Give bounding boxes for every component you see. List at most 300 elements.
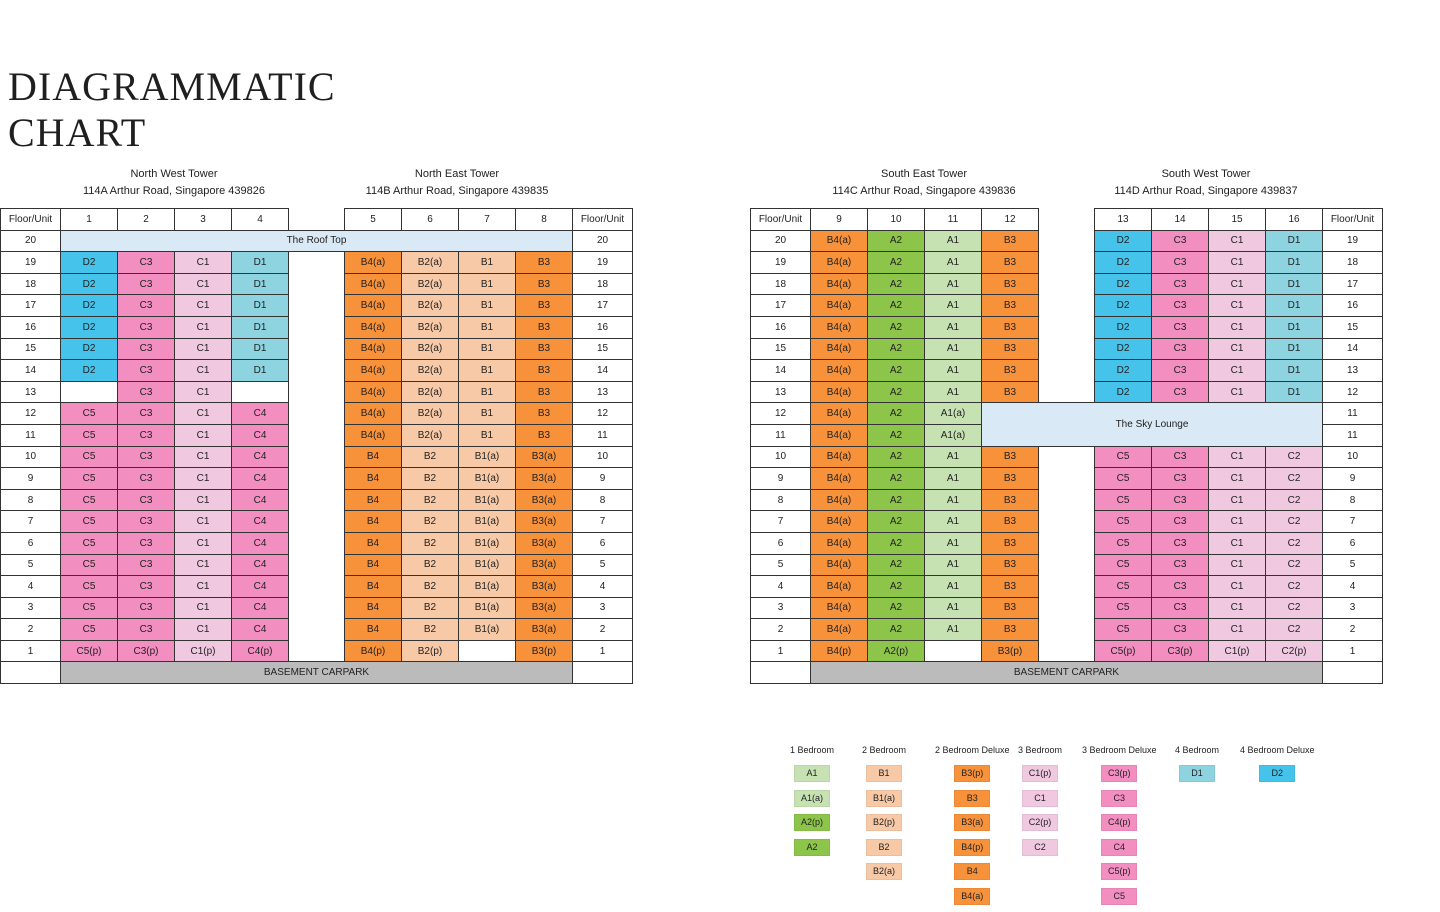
unit-number: 4 — [232, 209, 289, 231]
unit-cell: B4(a) — [811, 554, 868, 576]
tower-gap — [1039, 316, 1095, 338]
unit-cell: D1 — [232, 273, 289, 295]
tower-gap — [289, 468, 345, 490]
unit-cell: C1 — [175, 403, 232, 425]
legend-swatch: B3(p) — [954, 765, 990, 782]
unit-cell: A2(p) — [868, 640, 925, 662]
floor-number: 19 — [751, 252, 811, 274]
floor-row — [751, 532, 1383, 554]
tower-gap — [1039, 381, 1095, 403]
unit-cell: C3 — [1152, 446, 1209, 468]
unit-cell: C3 — [1152, 576, 1209, 598]
unit-cell: B1 — [459, 273, 516, 295]
unit-cell: C3(p) — [1152, 640, 1209, 662]
tower-gap — [1039, 295, 1095, 317]
unit-cell: B4 — [345, 576, 402, 598]
floor-row — [1, 576, 633, 598]
legend-swatch: A1 — [794, 765, 830, 782]
tower-gap — [289, 511, 345, 533]
unit-cell: B2(a) — [402, 273, 459, 295]
unit-cell: A2 — [868, 446, 925, 468]
floor-number: 12 — [751, 403, 811, 425]
unit-cell: C2 — [1266, 576, 1323, 598]
legend-group — [1082, 745, 1157, 912]
floor-number: 20 — [1, 230, 61, 252]
unit-number: 5 — [345, 209, 402, 231]
unit-cell: B4(a) — [811, 273, 868, 295]
unit-cell: D2 — [1095, 381, 1152, 403]
unit-cell: C4 — [232, 597, 289, 619]
floor-number: 14 — [1, 360, 61, 382]
unit-cell: B4(a) — [345, 360, 402, 382]
unit-cell: C1 — [1209, 252, 1266, 274]
legend-swatch: B2 — [866, 839, 902, 856]
legend-swatch: B2(a) — [866, 863, 902, 880]
unit-cell: D1 — [1266, 316, 1323, 338]
floor-number: 3 — [1323, 597, 1383, 619]
unit-cell: B3 — [982, 489, 1039, 511]
tower-heading-south-east — [810, 166, 1038, 200]
unit-cell: C3 — [1152, 360, 1209, 382]
unit-cell: C5 — [1095, 576, 1152, 598]
floor-number: 19 — [1, 252, 61, 274]
floor-number: 10 — [1323, 446, 1383, 468]
unit-cell: B4(a) — [811, 338, 868, 360]
floor-number: 11 — [751, 424, 811, 446]
floor-number: 19 — [1323, 230, 1383, 252]
unit-cell: B1 — [459, 424, 516, 446]
floor-number: 5 — [1, 554, 61, 576]
unit-cell: D2 — [61, 316, 118, 338]
header-row — [1, 209, 633, 231]
unit-cell: B1 — [459, 295, 516, 317]
floor-row — [751, 316, 1383, 338]
unit-cell: B1 — [459, 338, 516, 360]
tower-gap — [289, 360, 345, 382]
floor-row — [1, 662, 633, 684]
floor-number: 15 — [1323, 316, 1383, 338]
header-row — [751, 209, 1383, 231]
unit-cell: B4(a) — [345, 273, 402, 295]
unit-cell: C1 — [175, 316, 232, 338]
unit-cell: C5 — [1095, 597, 1152, 619]
tower-heading-north-east — [330, 166, 584, 200]
floor-number: 16 — [573, 316, 633, 338]
unit-cell: B2(a) — [402, 360, 459, 382]
unit-cell: B1(a) — [459, 489, 516, 511]
unit-cell: B4 — [345, 446, 402, 468]
unit-cell: C5 — [61, 576, 118, 598]
floor-row — [1, 295, 633, 317]
floor-number: 6 — [1323, 532, 1383, 554]
unit-cell: C2 — [1266, 619, 1323, 641]
unit-cell: A1 — [925, 230, 982, 252]
unit-cell: C5(p) — [1095, 640, 1152, 662]
unit-number: 14 — [1152, 209, 1209, 231]
unit-cell: B4(a) — [345, 424, 402, 446]
unit-cell: C3 — [1152, 273, 1209, 295]
empty-unit-cell — [232, 381, 289, 403]
floor-number: 7 — [751, 511, 811, 533]
unit-cell: A2 — [868, 252, 925, 274]
floor-row — [751, 597, 1383, 619]
unit-cell: A2 — [868, 489, 925, 511]
floor-number: 11 — [1323, 424, 1383, 446]
legend-group — [1240, 745, 1315, 790]
legend-group-label: 2 Bedroom — [862, 745, 907, 755]
unit-cell: B1(a) — [459, 511, 516, 533]
unit-cell: C3 — [1152, 532, 1209, 554]
unit-cell: B2 — [402, 446, 459, 468]
floor-row — [1, 489, 633, 511]
floor-number: 12 — [1, 403, 61, 425]
floor-number: 14 — [1323, 338, 1383, 360]
floor-row — [1, 446, 633, 468]
unit-cell: D2 — [61, 252, 118, 274]
floor-number: 6 — [751, 532, 811, 554]
unit-cell: C4 — [232, 489, 289, 511]
floor-row — [1, 468, 633, 490]
unit-cell: B2 — [402, 489, 459, 511]
unit-cell: C4 — [232, 511, 289, 533]
unit-cell: B3 — [516, 338, 573, 360]
floor-row — [751, 640, 1383, 662]
legend-group-label: 2 Bedroom Deluxe — [935, 745, 1010, 755]
floor-row — [751, 619, 1383, 641]
unit-cell: B1 — [459, 252, 516, 274]
unit-cell: B4(a) — [811, 381, 868, 403]
floor-number: 10 — [573, 446, 633, 468]
unit-cell: C1 — [175, 424, 232, 446]
unit-cell: B3 — [982, 468, 1039, 490]
floor-number: 12 — [573, 403, 633, 425]
floor-number: 8 — [1, 489, 61, 511]
unit-cell: C2 — [1266, 597, 1323, 619]
unit-cell: C1 — [1209, 511, 1266, 533]
tower-address: 114D Arthur Road, Singapore 439837 — [1114, 185, 1298, 197]
unit-cell: C2 — [1266, 554, 1323, 576]
unit-cell: B3 — [516, 316, 573, 338]
unit-cell: B4(a) — [811, 597, 868, 619]
unit-cell: A2 — [868, 403, 925, 425]
unit-cell: D2 — [61, 338, 118, 360]
unit-cell: A1 — [925, 338, 982, 360]
unit-cell: C4 — [232, 554, 289, 576]
tower-gap — [289, 295, 345, 317]
floor-number: 13 — [573, 381, 633, 403]
floor-row — [751, 489, 1383, 511]
floor-number: 7 — [1323, 511, 1383, 533]
floor-number: 9 — [751, 468, 811, 490]
unit-cell: B4(a) — [345, 403, 402, 425]
unit-cell: B4(a) — [345, 338, 402, 360]
floor-number: 4 — [573, 576, 633, 598]
floor-row — [751, 468, 1383, 490]
unit-cell: C1 — [1209, 489, 1266, 511]
legend-swatch: B3 — [954, 790, 990, 807]
unit-cell: A2 — [868, 576, 925, 598]
unit-number: 12 — [982, 209, 1039, 231]
unit-cell: C4 — [232, 403, 289, 425]
unit-cell: B3 — [982, 252, 1039, 274]
unit-cell: B4(a) — [811, 252, 868, 274]
floor-number: 18 — [573, 273, 633, 295]
unit-cell: D2 — [1095, 316, 1152, 338]
floor-number: 17 — [1, 295, 61, 317]
tower-name: South East Tower — [880, 168, 967, 180]
floor-number: 18 — [1323, 252, 1383, 274]
unit-cell: A2 — [868, 597, 925, 619]
unit-cell: C3 — [118, 619, 175, 641]
unit-cell: C4 — [232, 468, 289, 490]
unit-number: 16 — [1266, 209, 1323, 231]
unit-cell: C5 — [61, 619, 118, 641]
sky-lounge-area: The Sky Lounge — [982, 403, 1323, 446]
unit-cell: B4(p) — [811, 640, 868, 662]
basement-carpark: BASEMENT CARPARK — [61, 662, 573, 684]
unit-cell: C1 — [1209, 295, 1266, 317]
floor-row — [751, 576, 1383, 598]
legend-group-label: 3 Bedroom — [1018, 745, 1063, 755]
legend-swatch: C4 — [1101, 839, 1137, 856]
unit-cell: B2(a) — [402, 381, 459, 403]
tower-gap — [289, 554, 345, 576]
legend-swatch: B1(a) — [866, 790, 902, 807]
floor-row — [1, 597, 633, 619]
unit-cell: D1 — [1266, 381, 1323, 403]
legend-swatch: A2 — [794, 839, 830, 856]
tower-gap — [1039, 597, 1095, 619]
unit-cell: C3 — [118, 273, 175, 295]
floor-unit-header: Floor/Unit — [1323, 209, 1383, 231]
unit-cell: D2 — [1095, 360, 1152, 382]
empty-cell — [573, 662, 633, 684]
empty-unit-cell — [61, 381, 118, 403]
unit-cell: B4(a) — [811, 619, 868, 641]
unit-cell: C5 — [61, 446, 118, 468]
unit-cell: C1 — [1209, 619, 1266, 641]
floor-number: 20 — [751, 230, 811, 252]
unit-cell: A1 — [925, 511, 982, 533]
unit-cell: D1 — [232, 316, 289, 338]
tower-gap — [1039, 576, 1095, 598]
unit-cell: B2 — [402, 619, 459, 641]
floor-row — [751, 273, 1383, 295]
empty-cell — [1323, 662, 1383, 684]
unit-cell: B3(a) — [516, 597, 573, 619]
unit-cell: D1 — [1266, 338, 1323, 360]
unit-cell: A2 — [868, 295, 925, 317]
floor-number: 5 — [573, 554, 633, 576]
unit-cell: C5 — [1095, 619, 1152, 641]
unit-cell: C3 — [118, 424, 175, 446]
unit-cell: B2 — [402, 532, 459, 554]
tower-gap — [1039, 468, 1095, 490]
floor-number: 9 — [573, 468, 633, 490]
floor-number: 7 — [573, 511, 633, 533]
unit-cell: B4(p) — [345, 640, 402, 662]
unit-cell: A2 — [868, 424, 925, 446]
unit-cell: A1 — [925, 252, 982, 274]
unit-cell: B4(a) — [811, 295, 868, 317]
unit-cell: B4 — [345, 554, 402, 576]
floor-row — [1, 640, 633, 662]
unit-cell: B1 — [459, 381, 516, 403]
floor-row — [751, 554, 1383, 576]
unit-cell: B3 — [982, 619, 1039, 641]
title-line: DIAGRAMMATIC — [8, 64, 336, 109]
unit-cell: C2 — [1266, 489, 1323, 511]
unit-cell: C1 — [175, 252, 232, 274]
unit-cell: B1 — [459, 360, 516, 382]
unit-cell: B3 — [982, 230, 1039, 252]
empty-unit-cell — [925, 640, 982, 662]
unit-cell: A1 — [925, 532, 982, 554]
unit-number: 6 — [402, 209, 459, 231]
floor-number: 1 — [751, 640, 811, 662]
legend-group-label: 1 Bedroom — [790, 745, 835, 755]
unit-cell: C1 — [175, 597, 232, 619]
floor-number: 4 — [1323, 576, 1383, 598]
unit-cell: B3 — [982, 338, 1039, 360]
empty-cell — [1, 662, 61, 684]
unit-cell: C1 — [1209, 576, 1266, 598]
page-title — [8, 64, 336, 156]
unit-cell: B3 — [516, 403, 573, 425]
unit-cell: B2(p) — [402, 640, 459, 662]
unit-cell: B4(a) — [811, 468, 868, 490]
unit-cell: D1 — [1266, 295, 1323, 317]
unit-cell: D1 — [1266, 273, 1323, 295]
unit-cell: B3 — [982, 273, 1039, 295]
unit-cell: B4(a) — [345, 295, 402, 317]
floor-number: 13 — [751, 381, 811, 403]
unit-cell: B4(a) — [811, 532, 868, 554]
unit-cell: B3(a) — [516, 511, 573, 533]
unit-cell: A1 — [925, 446, 982, 468]
floor-number: 17 — [573, 295, 633, 317]
unit-cell: C3 — [118, 511, 175, 533]
unit-type-legend — [790, 745, 1350, 900]
floor-number: 11 — [573, 424, 633, 446]
floor-number: 12 — [1323, 381, 1383, 403]
basement-carpark: BASEMENT CARPARK — [811, 662, 1323, 684]
unit-cell: D1 — [232, 338, 289, 360]
unit-cell: D2 — [1095, 252, 1152, 274]
unit-cell: B4(a) — [811, 489, 868, 511]
tower-gap — [1039, 360, 1095, 382]
floor-number: 6 — [1, 532, 61, 554]
unit-cell: B3(a) — [516, 446, 573, 468]
tower-gap — [1039, 511, 1095, 533]
floor-row — [751, 381, 1383, 403]
unit-cell: B4(a) — [345, 252, 402, 274]
tower-gap — [289, 273, 345, 295]
unit-cell: A2 — [868, 338, 925, 360]
unit-cell: B4(a) — [811, 230, 868, 252]
floor-number: 13 — [1, 381, 61, 403]
unit-cell: C1 — [175, 446, 232, 468]
floor-row — [751, 403, 1383, 425]
unit-cell: C4 — [232, 576, 289, 598]
tower-address: 114B Arthur Road, Singapore 439835 — [365, 185, 549, 197]
unit-cell: C4(p) — [232, 640, 289, 662]
unit-cell: B4 — [345, 597, 402, 619]
unit-cell: C3 — [118, 554, 175, 576]
floor-unit-header: Floor/Unit — [573, 209, 633, 231]
unit-cell: B1 — [459, 316, 516, 338]
legend-swatch: C3 — [1101, 790, 1137, 807]
unit-cell: C3 — [118, 381, 175, 403]
unit-cell: C3 — [1152, 468, 1209, 490]
unit-cell: B1(a) — [459, 446, 516, 468]
unit-cell: C3 — [1152, 338, 1209, 360]
legend-swatch: C5 — [1101, 888, 1137, 905]
unit-cell: D2 — [61, 295, 118, 317]
unit-cell: C4 — [232, 532, 289, 554]
unit-cell: B3 — [982, 295, 1039, 317]
legend-swatch: C2 — [1022, 839, 1058, 856]
floor-number: 11 — [1323, 403, 1383, 425]
tower-gap — [289, 576, 345, 598]
unit-cell: B2 — [402, 468, 459, 490]
unit-cell: C4 — [232, 446, 289, 468]
unit-cell: C3 — [118, 532, 175, 554]
tower-gap — [289, 640, 345, 662]
floor-number: 15 — [573, 338, 633, 360]
unit-cell: C5 — [61, 468, 118, 490]
legend-group — [790, 745, 834, 863]
unit-cell: C3 — [1152, 554, 1209, 576]
floor-number: 8 — [1323, 489, 1383, 511]
legend-swatch: C1 — [1022, 790, 1058, 807]
unit-cell: B4(a) — [811, 360, 868, 382]
unit-cell: B1(a) — [459, 532, 516, 554]
unit-cell: C5 — [61, 489, 118, 511]
unit-cell: C1 — [1209, 468, 1266, 490]
tower-gap — [1039, 338, 1095, 360]
unit-cell: A1(a) — [925, 403, 982, 425]
tower-gap — [289, 532, 345, 554]
tower-gap — [1039, 619, 1095, 641]
unit-number: 7 — [459, 209, 516, 231]
floor-number: 3 — [751, 597, 811, 619]
legend-swatch: D1 — [1179, 765, 1215, 782]
unit-cell: C1 — [1209, 316, 1266, 338]
unit-cell: C5 — [61, 403, 118, 425]
floor-number: 4 — [751, 576, 811, 598]
unit-cell: C3 — [1152, 597, 1209, 619]
legend-group — [1175, 745, 1219, 790]
floor-number: 10 — [751, 446, 811, 468]
unit-cell: B2(a) — [402, 424, 459, 446]
unit-cell: D1 — [232, 295, 289, 317]
unit-cell: B3 — [516, 381, 573, 403]
floor-row — [1, 230, 633, 252]
unit-cell: C1 — [1209, 446, 1266, 468]
floor-row — [751, 230, 1383, 252]
floor-row — [1, 360, 633, 382]
unit-cell: B2(a) — [402, 295, 459, 317]
unit-cell: B2 — [402, 597, 459, 619]
unit-cell: B3 — [982, 554, 1039, 576]
legend-group-label: 4 Bedroom — [1175, 745, 1220, 755]
unit-cell: C5 — [1095, 554, 1152, 576]
tower-name: North East Tower — [414, 168, 500, 180]
unit-cell: C4 — [232, 424, 289, 446]
floor-number: 16 — [1, 316, 61, 338]
unit-cell: B3(a) — [516, 619, 573, 641]
